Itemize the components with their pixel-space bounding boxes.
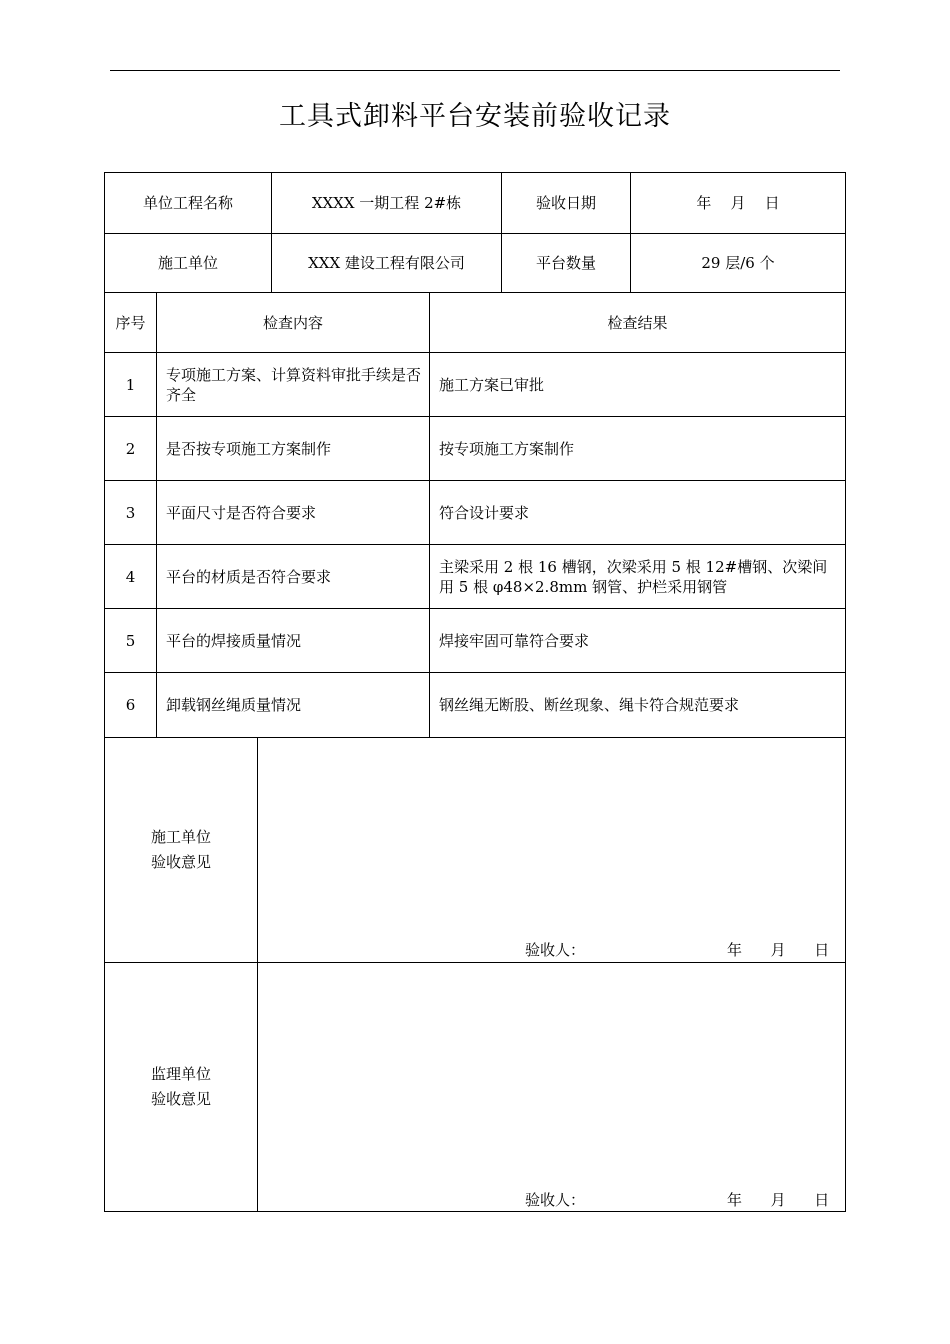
contractor-opinion-area[interactable] (258, 738, 845, 962)
row-4-no: 4 (125, 567, 136, 586)
row-3-no: 3 (125, 503, 136, 522)
row-4-content: 平台的材质是否符合要求 (166, 567, 332, 586)
contractor-opinion-label-line2: 验收意见 (150, 853, 211, 871)
platform-count-value: 29 层/6 个 (701, 254, 775, 272)
row-6-no: 6 (125, 696, 136, 714)
supervisor-inspector-label: 验收人： (525, 1191, 586, 1209)
contractor-value: XXX 建设工程有限公司 (308, 254, 465, 272)
row-2-content: 是否按专项施工方案制作 (166, 439, 332, 458)
row-5-result: 焊接牢固可靠符合要求 (439, 631, 590, 650)
row-3-result: 符合设计要求 (439, 503, 530, 522)
row-6-content: 卸载钢丝绳质量情况 (166, 696, 302, 714)
row-1-result: 施工方案已审批 (439, 375, 545, 394)
column-header-content: 检查内容 (262, 313, 323, 332)
contractor-sign-date: 年 月 日 (727, 941, 830, 959)
project-name-label: 单位工程名称 (142, 194, 233, 212)
contractor-inspector-label: 验收人： (525, 941, 586, 959)
row-5-no: 5 (125, 631, 136, 650)
column-header-no: 序号 (115, 313, 146, 332)
project-name-value: XXXX 一期工程 2#栋 (311, 194, 462, 212)
inspection-date-value: 年 月 日 (696, 194, 780, 212)
column-header-result: 检查结果 (607, 313, 668, 332)
page-title: 工具式卸料平台安装前验收记录 (279, 101, 671, 132)
platform-count-label: 平台数量 (535, 254, 596, 272)
supervisor-opinion-label-line1: 监理单位 (150, 1065, 211, 1083)
supervisor-opinion-area[interactable] (258, 963, 845, 1211)
inspection-date-label: 验收日期 (535, 194, 596, 212)
contractor-opinion-label-line1: 施工单位 (150, 828, 211, 846)
row-2-result: 按专项施工方案制作 (439, 439, 575, 458)
supervisor-sign-date: 年 月 日 (727, 1191, 830, 1209)
top-rule (110, 70, 840, 71)
row-3-content: 平面尺寸是否符合要求 (166, 503, 317, 522)
row-2-no: 2 (125, 439, 136, 458)
row-4-result: 主梁采用 2 根 16 槽钢，次梁采用 5 根 12#槽钢、次梁间用 5 根 φ48×2.8mm 钢管、护栏采用钢管 (439, 557, 828, 596)
row-5-content: 平台的焊接质量情况 (166, 631, 302, 650)
contractor-label: 施工单位 (157, 254, 218, 272)
supervisor-opinion-label-line2: 验收意见 (150, 1090, 211, 1108)
contractor-opinion-label (105, 738, 257, 962)
supervisor-opinion-label (105, 963, 257, 1211)
row-1-no: 1 (125, 375, 136, 394)
row-1-content: 专项施工方案、计算资料审批手续是否齐全 (166, 365, 422, 404)
inspection-form-table (104, 172, 846, 1212)
row-6-result: 钢丝绳无断股、断丝现象、绳卡符合规范要求 (439, 696, 740, 714)
